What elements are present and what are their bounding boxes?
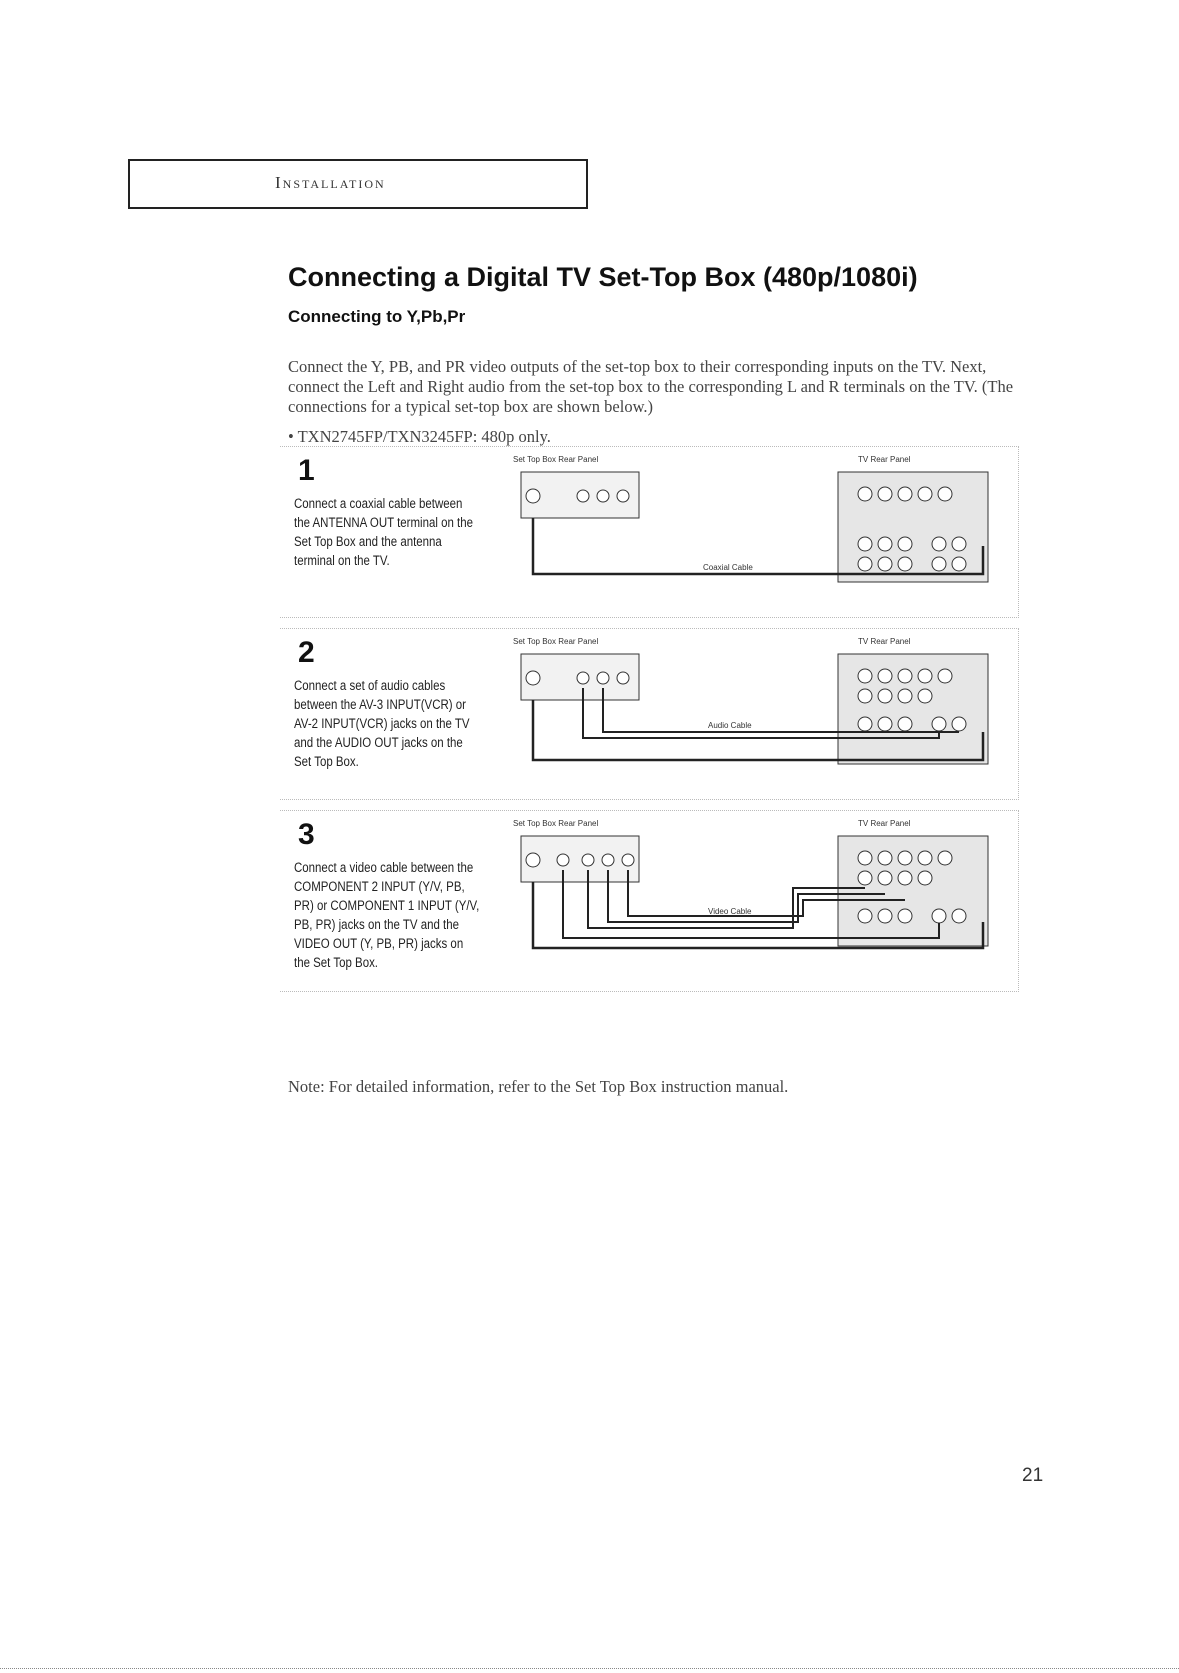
step-instruction: Connect a coaxial cable between the ANTENNA OUT terminal on the Set Top Box and the antenna terminal on the TV. [294,496,474,568]
section-label: Installation [275,173,386,192]
sub-title: Connecting to Y,Pb,Pr [288,307,466,326]
jack-icon [577,672,589,684]
section-header-box [128,159,588,209]
stb-panel-label: Set Top Box Rear Panel [513,637,599,646]
stb-panel-label: Set Top Box Rear Panel [513,819,599,828]
step-instruction: Connect a video cable between the COMPONENT 2 INPUT (Y/V, PB, PR) or COMPONENT 1 INPUT (Y/V, PB, PR) jacks on the TV and the VIDEO OUT (Y, PB, PR) jacks on the Set Top Box. [294,860,480,970]
page-title: Connecting a Digital TV Set-Top Box (480p/1080i) [288,262,918,292]
step-instruction: Connect a set of audio cables between the AV-3 INPUT(VCR) or AV-2 INPUT(VCR) jacks on the TV and the AUDIO OUT jacks on the Set Top Box. [294,678,470,769]
jack-icon [577,490,589,502]
antenna-jack-icon [526,853,540,867]
jack-icon [602,854,614,866]
connection-diagram-component-video [493,810,1018,980]
jack-icon [617,672,629,684]
step-1 [288,446,1018,626]
intro-paragraph: Connect the Y, PB, and PR video outputs of the set-top box to their corresponding inputs on the TV. Next, connect the Left and Right audio from the set-top box to the corresponding L and R terminals on the TV. (The connections for a typical set-top box are shown below.) [288,357,1014,416]
cable-label: Audio Cable [708,721,752,730]
jack-icon [597,490,609,502]
jack-icon [582,854,594,866]
step-number: 3 [298,818,315,851]
tv-panel-label: TV Rear Panel [858,819,911,828]
step-number: 2 [298,636,315,669]
jack-icon [617,490,629,502]
tv-panel-label: TV Rear Panel [858,637,911,646]
manual-note: Note: For detailed information, refer to the Set Top Box instruction manual. [288,1077,789,1096]
page-number: 21 [1022,1465,1044,1486]
jack-icon [557,854,569,866]
step-3 [288,810,1018,990]
step-number: 1 [298,454,315,487]
step-2 [288,628,1018,808]
model-note: • TXN2745FP/TXN3245FP: 480p only. [288,427,551,446]
stb-panel-label: Set Top Box Rear Panel [513,455,599,464]
jack-icon [622,854,634,866]
cable-label: Coaxial Cable [703,563,753,572]
bottom-rule [0,1668,1179,1669]
connection-diagram-audio [493,628,1018,798]
antenna-jack-icon [526,671,540,685]
antenna-jack-icon [526,489,540,503]
connection-diagram-coaxial [493,446,1018,616]
cable-label: Video Cable [708,907,752,916]
jack-icon [597,672,609,684]
tv-panel-label: TV Rear Panel [858,455,911,464]
